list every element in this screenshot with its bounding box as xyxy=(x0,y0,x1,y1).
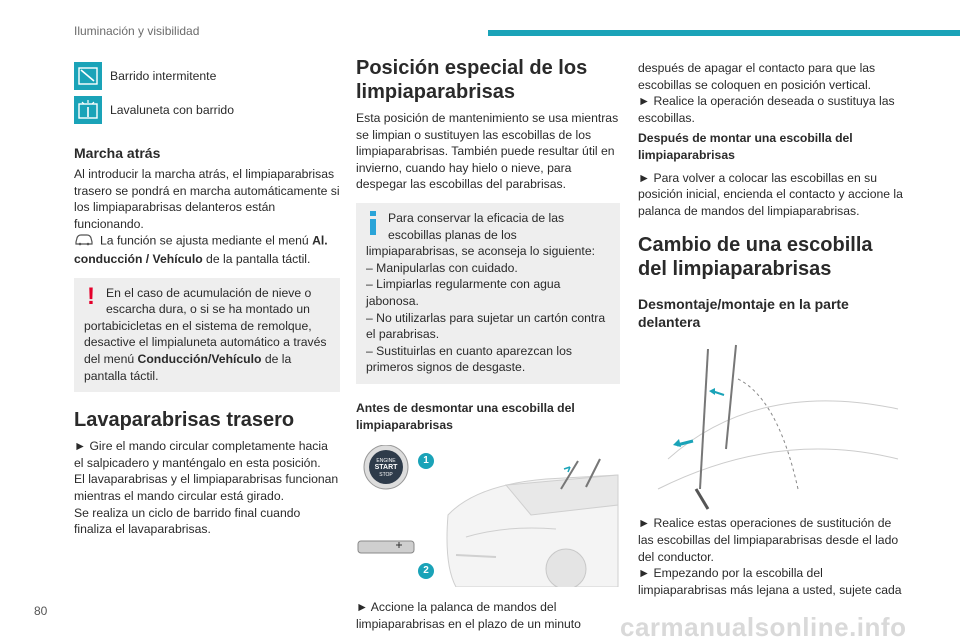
info-box xyxy=(356,203,620,384)
warning-text-pre: En el caso de acumulación de nieve o escarcha dura, o si se ha montado un portabicicletas en el sistema de remolque, desactive el limpialuneta automático a través del menú xyxy=(84,285,327,366)
realice-text-1: ► Realice estas operaciones de sustitución de las escobillas del limpiaparabrisas desde el lado del conductor. xyxy=(638,516,899,564)
marcha-heading: Marcha atrás xyxy=(74,145,161,161)
cont-text-2: ► Realice la operación deseada o sustituya las escobillas. xyxy=(638,94,895,125)
header-accent-bar xyxy=(488,30,960,36)
warning-text-post: de la pantalla táctil. xyxy=(84,351,292,383)
menu-text-post: de la pantalla táctil. xyxy=(202,251,311,266)
wiper-arms-illustration xyxy=(638,339,904,511)
rear-wash-label: Lavaluneta con barrido xyxy=(110,103,234,117)
rear-wash-row xyxy=(74,94,340,126)
cambio-heading: Cambio de una escobilla del limpiaparabrisas xyxy=(638,234,873,281)
lava-heading: Lavaparabrisas trasero xyxy=(74,409,295,432)
intermittent-wipe-row xyxy=(74,60,340,92)
cont-text-1: después de apagar el contacto para que las escobillas se coloquen en posición vertical. xyxy=(638,61,876,92)
warning-box xyxy=(74,278,340,393)
lava-text-3: Se realiza un ciclo de barrido final cuando finaliza el lavaparabrisas. xyxy=(74,505,301,537)
column-middle xyxy=(356,56,620,632)
engine-button-text-3: STOP xyxy=(379,472,393,479)
step-2-marker: 2 xyxy=(418,563,434,579)
engine-button-text-1: ENGINE xyxy=(376,458,396,465)
column-left xyxy=(74,56,340,538)
warning-text-bold: Conducción/Vehículo xyxy=(137,351,262,366)
pos-heading: Posición especial de los limpiaparabrisas xyxy=(356,57,588,103)
watermark: carmanualsonline.info xyxy=(620,612,907,640)
menu-text-pre: La función se ajusta mediante el menú xyxy=(100,233,313,248)
section-title: Iluminación y visibilidad xyxy=(74,24,200,38)
desmontaje-heading: Desmontaje/montaje en la parte delantera xyxy=(638,296,849,331)
despues-text: ► Para volver a colocar las escobillas en su posición inicial, encienda el contacto y accione la palanca de mandos del limpiaparabrisas. xyxy=(638,170,903,218)
despues-heading: Después de montar una escobilla del limpiaparabrisas xyxy=(638,131,853,162)
antes-heading: Antes de desmontar una escobilla del limpiaparabrisas xyxy=(356,400,575,432)
info-icon xyxy=(366,210,380,238)
warning-exclamation-icon: ! xyxy=(87,282,95,310)
pos-text: Esta posición de mantenimiento se usa mientras se limpian o sustituyen las escobillas de los limpiaparabrisas. También puede resultar útil en invierno, cuando hay hielo o nieve, para despegar las escobillas del parabrisas. xyxy=(356,111,619,192)
rear-window-wash-icon xyxy=(74,96,102,124)
wiper-removal-illustration xyxy=(638,339,904,511)
column-right xyxy=(638,56,904,598)
info-intro: Para conservar la eficacia de las escobillas planas de los limpiaparabrisas, se aconseja lo siguiente: xyxy=(366,210,595,259)
marcha-text: Al introducir la marcha atrás, el limpiaparabrisas trasero se pondrá en marcha automáticamente si los limpiaparabrisas delanteros están funcionando. xyxy=(74,167,340,231)
accione-text: ► Accione la palanca de mandos del limpiaparabrisas en el plazo de un minuto xyxy=(356,600,581,631)
realice-text-2: ► Empezando por la escobilla del limpiaparabrisas más lejana a usted, sujete cada xyxy=(638,566,902,597)
page-number: 80 xyxy=(34,604,48,618)
menu-paragraph xyxy=(74,232,340,267)
lava-text-2: El lavaparabrisas y el limpiaparabrisas funcionan mientras el mando circular está girado. xyxy=(74,472,339,503)
info-item: – No utilizarlas para sujetar un cartón contra el parabrisas. xyxy=(366,310,606,342)
intermittent-wipe-icon xyxy=(74,62,102,90)
step-1-marker: 1 xyxy=(418,453,434,469)
menu-text-bold: Al. conducción / Vehículo xyxy=(74,233,328,266)
info-item: – Limpiarlas regularmente con agua jabonosa. xyxy=(366,277,561,308)
vehicle-icon xyxy=(74,232,100,251)
info-item: – Sustituirlas en cuanto aparezcan los primeros signos de desgaste. xyxy=(366,343,572,375)
start-stop-illustration xyxy=(356,445,620,587)
engine-button-text-2: START xyxy=(374,464,398,472)
info-item: – Manipularlas con cuidado. xyxy=(366,260,518,275)
intermittent-wipe-label: Barrido intermitente xyxy=(110,69,217,83)
lava-step: ► Gire el mando circular completamente hacia el salpicadero y manténgalo en esta posición. xyxy=(74,439,328,470)
